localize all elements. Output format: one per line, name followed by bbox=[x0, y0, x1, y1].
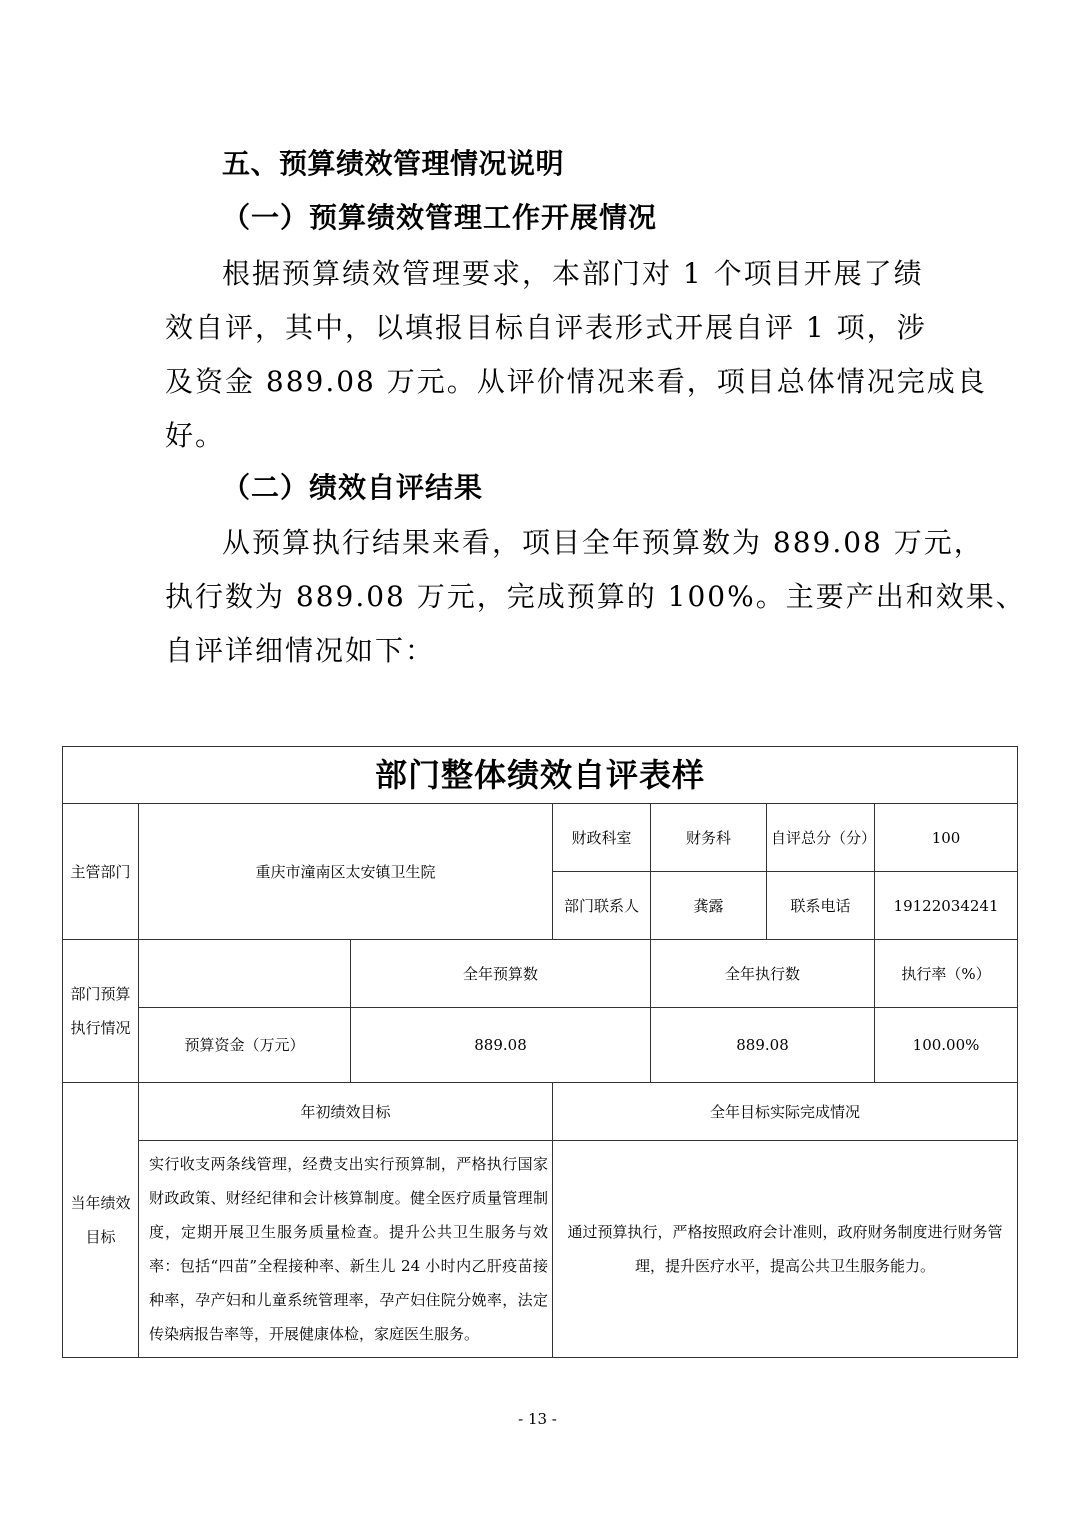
annual-exec-value: 889.08 bbox=[651, 1008, 875, 1083]
paragraph-line: 及资金 889.08 万元。从评价情况来看，项目总体情况完成良 bbox=[165, 365, 987, 398]
score-value: 100 bbox=[875, 804, 1018, 872]
annual-budget-value: 889.08 bbox=[351, 1008, 651, 1083]
phone-number: 19122034241 bbox=[875, 872, 1018, 940]
actual-text: 通过预算执行，严格按照政府会计准则，政府财务制度进行财务管理，提升医疗水平，提高公共卫生服务能力。 bbox=[553, 1141, 1018, 1358]
paragraph-line: 从预算执行结果来看，项目全年预算数为 889.08 万元， bbox=[222, 526, 984, 559]
contact-label: 部门联系人 bbox=[553, 872, 651, 940]
budget-label: 部门预算执行情况 bbox=[63, 940, 139, 1083]
paragraph-line: 执行数为 889.08 万元，完成预算的 100%。主要产出和效果、 bbox=[165, 580, 1026, 613]
paragraph-line: 自评详细情况如下： bbox=[165, 634, 436, 667]
actual-label: 全年目标实际完成情况 bbox=[553, 1083, 1018, 1141]
paragraph-line: 好。 bbox=[165, 419, 226, 452]
exec-rate-label: 执行率（%） bbox=[875, 940, 1018, 1008]
score-label: 自评总分（分） bbox=[767, 804, 875, 872]
dept-name: 重庆市潼南区太安镇卫生院 bbox=[139, 804, 553, 940]
subheading-results: （二）绩效自评结果 bbox=[222, 471, 484, 504]
paragraph-line: 根据预算绩效管理要求，本部门对 1 个项目开展了绩 bbox=[222, 257, 924, 290]
budget-funds-label: 预算资金（万元） bbox=[139, 1008, 351, 1083]
section-heading: 五、预算绩效管理情况说明 bbox=[222, 147, 565, 180]
empty-cell bbox=[139, 940, 351, 1008]
initial-goal-text: 实行收支两条线管理，经费支出实行预算制，严格执行国家财政政策、财经纪律和会计核算制度。健全医疗质量管理制度，定期开展卫生服务质量检查。提升公共卫生服务与效率：包括“四苗”全程接种率、新生儿 24 小时内乙肝疫苗接种率，孕产妇和儿童系统管理率，孕产妇住院分娩率，法定传染病报告率等，开展健康体检，家庭医生服务。 bbox=[139, 1141, 553, 1358]
finance-dept: 财务科 bbox=[651, 804, 767, 872]
annual-exec-label: 全年执行数 bbox=[651, 940, 875, 1008]
initial-goal-label: 年初绩效目标 bbox=[139, 1083, 553, 1141]
contact-name: 龚露 bbox=[651, 872, 767, 940]
goal-label: 当年绩效目标 bbox=[63, 1083, 139, 1358]
annual-budget-label: 全年预算数 bbox=[351, 940, 651, 1008]
exec-rate-value: 100.00% bbox=[875, 1008, 1018, 1083]
dept-label: 主管部门 bbox=[63, 804, 139, 940]
table-title: 部门整体绩效自评表样 bbox=[63, 747, 1018, 804]
paragraph-line: 效自评，其中，以填报目标自评表形式开展自评 1 项，涉 bbox=[165, 311, 927, 344]
self-evaluation-table bbox=[62, 746, 1018, 1358]
finance-office-label: 财政科室 bbox=[553, 804, 651, 872]
page-number: - 13 - bbox=[518, 1410, 557, 1428]
subheading-work: （一）预算绩效管理工作开展情况 bbox=[222, 201, 658, 234]
phone-label: 联系电话 bbox=[767, 872, 875, 940]
